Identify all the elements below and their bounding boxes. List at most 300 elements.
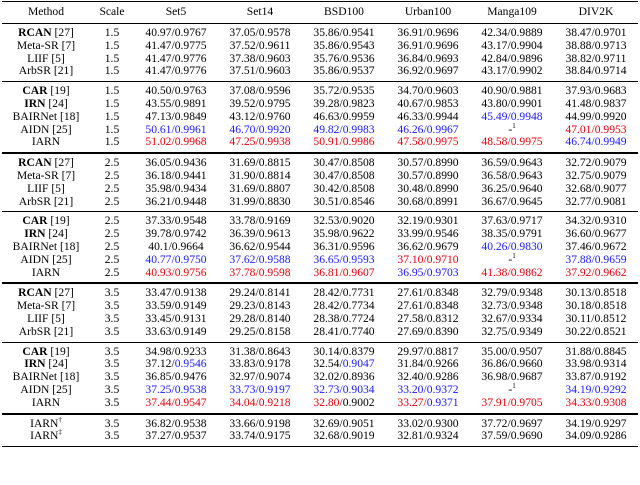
score-cell-urban100 (386, 326, 470, 342)
score-value: 31.38/0.8643 (229, 344, 291, 358)
score-value: 40.1/0.9664 (148, 239, 204, 253)
score-value: 36.21/0.9448 (145, 194, 207, 208)
method-name: IRN (24, 357, 46, 371)
score-value: 32.68/0.9077 (565, 181, 627, 195)
score-value: 36.39/0.9613 (229, 227, 291, 241)
score-cell-set14 (218, 65, 302, 81)
row-group (2, 24, 638, 82)
method-cell (2, 136, 90, 153)
score-value: 43.55/0.9891 (145, 96, 207, 110)
score-value: 34.09/0.9286 (565, 429, 627, 443)
score-value: 35.86/0.9541 (313, 26, 375, 39)
score-cell-set5 (134, 24, 218, 40)
score-value: 50.91/0.9986 (313, 135, 375, 149)
scale-cell: 2.5 (104, 181, 120, 195)
score-cell-manga109 (470, 283, 554, 300)
score-value: 33.45/0.9131 (145, 311, 207, 325)
method-name: IRN (24, 227, 46, 241)
score-value: 40.93/0.9756 (145, 265, 207, 279)
score-value: 30.13/0.8518 (565, 286, 627, 300)
method-superscript: ‡ (58, 428, 62, 437)
method-name: LIIF (27, 311, 49, 325)
score-value: 32.81/0.9324 (397, 429, 459, 443)
score-value: 34.70/0.9603 (397, 84, 459, 98)
score-cell-set5 (134, 82, 218, 98)
score-value: 47.13/0.9849 (145, 109, 207, 123)
score-value: 43.80/0.9901 (481, 96, 543, 110)
score-value: 40.67/0.9853 (397, 96, 459, 110)
score-cell-manga109 (470, 342, 554, 358)
score-value: 28.41/0.7740 (313, 324, 375, 338)
score-value: 37.25/0.9538 (145, 382, 207, 396)
score-cell-urban100 (386, 153, 470, 170)
score-value: 36.05/0.9436 (145, 156, 207, 170)
score-value: 45.49/0.9948 (481, 109, 543, 123)
score-value: 38.84/0.9714 (565, 64, 627, 78)
scale-cell: 1.5 (104, 51, 120, 65)
method-superscript: † (58, 415, 62, 424)
footnote-marker: 1 (512, 251, 516, 260)
scale-cell: 1.5 (104, 84, 120, 98)
score-value: 36.65/0.9593 (313, 252, 375, 266)
scale-cell: 2.5 (104, 194, 120, 208)
method-name: IARN (31, 265, 61, 279)
score-value: 32.19/0.9301 (397, 214, 459, 228)
method-name: ArbSR (18, 64, 51, 78)
score-cell-set5 (134, 397, 218, 414)
method-reference: [21] (51, 324, 74, 338)
method-reference: [25] (49, 252, 72, 266)
method-name: RCAN (18, 286, 52, 300)
score-value: 27.61/0.8348 (397, 286, 459, 300)
scale-cell: 2.5 (104, 252, 120, 266)
score-value: 33.63/0.9149 (145, 324, 207, 338)
score-value: 40.90/0.9881 (481, 84, 543, 98)
score-value-ssim: 0.9002 (342, 395, 375, 409)
score-value: 47.58/0.9975 (397, 135, 459, 149)
scale-cell: 3.5 (104, 370, 120, 384)
score-cell-bsd100 (302, 196, 386, 212)
score-value: 27.69/0.8390 (397, 324, 459, 338)
score-value: 48.58/0.9975 (481, 135, 543, 149)
row-group (2, 212, 638, 283)
score-value: 40.50/0.9763 (145, 84, 207, 98)
score-value-ssim: 0.9371 (426, 395, 459, 409)
score-value: 35.72/0.9535 (313, 84, 375, 98)
table-row (2, 414, 638, 431)
score-value: 42.84/0.9896 (481, 51, 543, 65)
scale-cell: 3.5 (104, 324, 120, 338)
score-value: 51.02/0.9968 (145, 135, 207, 149)
score-cell-bsd100 (302, 267, 386, 284)
method-name: IARN (30, 416, 59, 430)
score-cell-set5 (134, 65, 218, 81)
score-cell-urban100 (386, 283, 470, 300)
column-header-set5: Set5 (165, 5, 187, 19)
score-value: 33.73/0.9197 (229, 382, 291, 396)
score-value: 47.25/0.9938 (229, 135, 291, 149)
score-cell-bsd100 (302, 136, 386, 153)
score-value: 37.10/0.9710 (397, 252, 459, 266)
method-name: IRN (24, 96, 46, 110)
score-value: 33.47/0.9138 (145, 286, 207, 300)
scale-cell: 1.5 (104, 135, 120, 149)
score-value: 37.91/0.9705 (481, 395, 543, 409)
column-header-urban100: Urban100 (404, 5, 452, 19)
score-cell-set5 (134, 196, 218, 212)
score-value: 46.26/0.9967 (397, 122, 459, 136)
score-cell-div2k (554, 283, 638, 300)
score-value: 29.97/0.8817 (397, 344, 459, 358)
score-cell-urban100 (386, 414, 470, 431)
method-cell (2, 267, 90, 284)
method-name: Meta-SR (16, 168, 59, 182)
column-header-method: Method (27, 5, 65, 19)
table-row (2, 342, 638, 358)
score-value: 27.58/0.8312 (397, 311, 459, 325)
score-value: 32.73/0.9348 (481, 299, 543, 313)
table-row (2, 430, 638, 446)
method-name: IARN (30, 429, 59, 443)
method-name: CAR (22, 214, 48, 228)
table-row (2, 283, 638, 300)
score-cell-urban100 (386, 267, 470, 284)
score-value: 35.00/0.9507 (481, 344, 543, 358)
score-cell-div2k (554, 136, 638, 153)
score-value: 37.52/0.9611 (229, 38, 291, 52)
score-value: 37.38/0.9603 (229, 51, 291, 65)
score-value: 36.92/0.9697 (397, 64, 459, 78)
score-value: 33.74/0.9175 (229, 429, 291, 443)
score-cell-set14 (218, 196, 302, 212)
score-value: 32.79/0.9348 (481, 286, 543, 300)
score-cell-bsd100 (302, 430, 386, 446)
score-cell-manga109 (470, 136, 554, 153)
score-value: 36.91/0.9696 (397, 26, 459, 39)
score-value: 28.42/0.7734 (313, 299, 375, 313)
score-cell-urban100 (386, 24, 470, 40)
method-cell (2, 430, 90, 446)
score-value: 40.97/0.9767 (145, 26, 207, 39)
method-reference: [27] (51, 286, 74, 300)
score-value: 28.42/0.7731 (313, 286, 375, 300)
score-value: 34.33/0.9308 (565, 395, 627, 409)
row-group (2, 342, 638, 413)
scale-cell: 3.5 (104, 299, 120, 313)
scale-cell: 3.5 (104, 286, 120, 300)
score-value: 34.19/0.9292 (565, 382, 627, 396)
score-value: 30.47/0.8508 (313, 168, 375, 182)
score-value: 39.52/0.9795 (229, 96, 291, 110)
score-value: 33.99/0.9546 (397, 227, 459, 241)
score-value: 30.14/0.8379 (313, 344, 375, 358)
row-group (2, 82, 638, 153)
score-value: 31.99/0.8830 (229, 194, 291, 208)
score-value-ssim: 0.9546 (174, 357, 207, 371)
score-value: 41.38/0.9862 (481, 265, 543, 279)
score-value: 30.11/0.8512 (565, 311, 627, 325)
table-row (2, 65, 638, 81)
method-name: RCAN (18, 26, 52, 39)
score-value: 31.69/0.8815 (229, 156, 291, 170)
score-value: 32.73/0.9034 (313, 382, 375, 396)
score-cell-urban100 (386, 136, 470, 153)
score-value: 33.66/0.9198 (229, 416, 291, 430)
score-cell-div2k (554, 82, 638, 98)
score-cell-set5 (134, 430, 218, 446)
score-cell-bsd100 (302, 326, 386, 342)
score-value: 39.78/0.9742 (145, 227, 207, 241)
method-reference: [7] (58, 168, 76, 182)
score-value: 33.87/0.9192 (565, 370, 627, 384)
footnote-marker: 1 (512, 382, 516, 391)
method-reference: [19] (47, 344, 70, 358)
scale-cell: 2.5 (104, 227, 120, 241)
method-cell (2, 283, 90, 300)
method-cell (2, 24, 90, 40)
method-reference: [18] (57, 239, 80, 253)
score-value: 33.78/0.9169 (229, 214, 291, 228)
score-cell-manga109 (470, 82, 554, 98)
score-value: 37.46/0.9672 (565, 239, 627, 253)
score-value: 38.88/0.9713 (565, 38, 627, 52)
score-value: 36.85/0.9476 (145, 370, 207, 384)
scale-cell: 1.5 (104, 109, 120, 123)
score-cell-urban100 (386, 430, 470, 446)
score-value: 35.98/0.9434 (145, 181, 207, 195)
header-row (2, 2, 638, 24)
score-value: 40.77/0.9750 (145, 252, 207, 266)
method-name: Meta-SR (16, 38, 59, 52)
method-reference: [5] (48, 181, 65, 195)
column-header-div2k: DIV2K (578, 5, 614, 19)
score-value: 30.22/0.8521 (565, 324, 627, 338)
score-value: 37.51/0.9603 (229, 64, 291, 78)
method-name: AIDN (20, 382, 50, 396)
scale-cell: 1.5 (104, 26, 120, 39)
score-value: 29.23/0.8143 (229, 299, 291, 313)
score-value: 41.47/0.9776 (145, 64, 207, 78)
method-name: IARN (31, 395, 61, 409)
score-value: 30.68/0.8991 (397, 194, 459, 208)
score-cell-set5 (134, 153, 218, 170)
score-value: 36.95/0.9703 (397, 265, 459, 279)
table-row (2, 326, 638, 342)
table-row (2, 153, 638, 170)
table-row (2, 196, 638, 212)
score-value: 36.62/0.9544 (229, 239, 291, 253)
scale-cell: 2.5 (104, 239, 120, 253)
score-value: 33.27/ (397, 395, 427, 409)
column-header-set14: Set14 (246, 5, 274, 19)
score-value: 29.28/0.8140 (229, 311, 291, 325)
score-value: 29.25/0.8158 (229, 324, 291, 338)
score-value: 36.84/0.9693 (397, 51, 459, 65)
score-cell-set5 (134, 267, 218, 284)
score-cell-set14 (218, 414, 302, 431)
score-cell-manga109 (470, 24, 554, 40)
score-cell-div2k (554, 342, 638, 358)
score-cell-manga109 (470, 326, 554, 342)
score-cell-urban100 (386, 212, 470, 228)
score-cell-urban100 (386, 65, 470, 81)
score-value: 27.61/0.8348 (397, 299, 459, 313)
score-cell-manga109 (470, 267, 554, 284)
method-reference: [24] (45, 227, 68, 241)
method-reference: [25] (49, 122, 72, 136)
method-reference: [21] (51, 64, 74, 78)
table-row (2, 397, 638, 414)
method-name: AIDN (20, 252, 50, 266)
method-name: BAIRNet (12, 239, 58, 253)
score-value: 32.67/0.9334 (481, 311, 543, 325)
score-value: 37.92/0.9662 (565, 265, 627, 279)
method-cell (2, 397, 90, 414)
table-row (2, 267, 638, 284)
score-value: 46.33/0.9944 (397, 109, 459, 123)
score-value: 43.17/0.9904 (481, 38, 543, 52)
method-name: CAR (22, 344, 48, 358)
scale-cell: 1.5 (104, 122, 120, 136)
score-value: 36.58/0.9643 (481, 168, 543, 182)
score-value: 40.26/0.9830 (481, 239, 543, 253)
score-cell-set14 (218, 267, 302, 284)
results-table (2, 1, 638, 447)
score-value: 37.05/0.9578 (229, 26, 291, 39)
method-reference: [18] (57, 370, 80, 384)
score-value: 32.97/0.9074 (229, 370, 291, 384)
method-reference: [7] (58, 299, 76, 313)
score-value: 35.86/0.9543 (313, 38, 375, 52)
scale-cell: 1.5 (104, 96, 120, 110)
score-value: 31.90/0.8814 (229, 168, 291, 182)
method-reference: [27] (51, 156, 74, 170)
column-header-manga109: Manga109 (487, 5, 537, 19)
method-reference: [5] (48, 51, 65, 65)
method-cell (2, 82, 90, 98)
table-header (2, 2, 638, 24)
score-cell-set5 (134, 212, 218, 228)
score-value: 50.61/0.9961 (145, 122, 207, 136)
scale-cell: 3.5 (104, 344, 120, 358)
score-value: 33.83/0.9178 (229, 357, 291, 371)
score-cell-bsd100 (302, 283, 386, 300)
method-cell (2, 65, 90, 81)
table-row (2, 136, 638, 153)
score-cell-urban100 (386, 82, 470, 98)
score-value: 37.78/0.9598 (229, 265, 291, 279)
score-value: 32.80/ (313, 395, 343, 409)
score-value: 30.42/0.8508 (313, 181, 375, 195)
score-value: 49.82/0.9983 (313, 122, 375, 136)
score-value: 34.98/0.9233 (145, 344, 207, 358)
score-value: 36.86/0.9660 (481, 357, 543, 371)
score-cell-bsd100 (302, 82, 386, 98)
method-reference: [21] (51, 194, 74, 208)
scale-cell: 3.5 (104, 382, 120, 396)
score-cell-set5 (134, 342, 218, 358)
score-cell-div2k (554, 397, 638, 414)
score-value: 41.47/0.9775 (145, 38, 207, 52)
score-value: 33.20/0.9372 (397, 382, 459, 396)
score-value: 32.02/0.8936 (313, 370, 375, 384)
scale-cell: 2.5 (104, 156, 120, 170)
method-name: ArbSR (18, 194, 51, 208)
score-cell-div2k (554, 153, 638, 170)
score-cell-div2k (554, 414, 638, 431)
method-reference: [25] (49, 382, 72, 396)
score-cell-set14 (218, 283, 302, 300)
score-value: 32.53/0.9020 (313, 214, 375, 228)
score-value: - (508, 252, 513, 266)
score-value: 30.47/0.8508 (313, 156, 375, 170)
score-cell-set14 (218, 326, 302, 342)
score-value: 35.76/0.9536 (313, 51, 375, 65)
row-group (2, 414, 638, 447)
score-cell-div2k (554, 196, 638, 212)
score-value: 37.88/0.9659 (565, 252, 627, 266)
score-value: 46.74/0.9949 (565, 135, 627, 149)
method-cell (2, 414, 90, 431)
score-cell-bsd100 (302, 414, 386, 431)
score-value: 46.70/0.9920 (229, 122, 291, 136)
score-value: 33.59/0.9149 (145, 299, 207, 313)
footnote-marker: 1 (512, 121, 516, 130)
scale-cell: 1.5 (104, 64, 120, 78)
score-value: 32.75/0.9349 (481, 324, 543, 338)
scale-cell: 3.5 (104, 357, 120, 371)
method-reference: [24] (45, 357, 68, 371)
method-reference: [19] (47, 214, 70, 228)
score-cell-div2k (554, 326, 638, 342)
method-name: ArbSR (18, 324, 51, 338)
score-value: 38.47/0.9701 (565, 26, 627, 39)
score-value: 30.57/0.8990 (397, 156, 459, 170)
column-header-bsd100: BSD100 (324, 5, 364, 19)
scale-cell: 3.5 (104, 429, 120, 443)
score-value: 36.60/0.9677 (565, 227, 627, 241)
score-value: 41.47/0.9776 (145, 51, 207, 65)
score-cell-bsd100 (302, 342, 386, 358)
score-cell-manga109 (470, 397, 554, 414)
score-cell-set5 (134, 414, 218, 431)
method-name: IARN (31, 135, 61, 149)
method-name: AIDN (20, 122, 50, 136)
score-value: 30.48/0.8990 (397, 181, 459, 195)
method-name: Meta-SR (16, 299, 59, 313)
score-value: 31.88/0.8845 (565, 344, 627, 358)
score-value: 37.27/0.9537 (145, 429, 207, 443)
row-group (2, 153, 638, 212)
score-value: 37.93/0.9683 (565, 84, 627, 98)
method-cell (2, 196, 90, 212)
score-value: 37.12/ (145, 357, 175, 371)
score-cell-manga109 (470, 196, 554, 212)
score-value: 29.24/0.8141 (229, 286, 291, 300)
score-value: - (508, 382, 513, 396)
table-row (2, 212, 638, 228)
score-cell-set5 (134, 283, 218, 300)
score-value: 32.40/0.9286 (397, 370, 459, 384)
method-name: BAIRNet (12, 109, 58, 123)
score-value: 37.62/0.9588 (229, 252, 291, 266)
scale-cell: 3.5 (104, 395, 120, 409)
score-value: 33.02/0.9300 (397, 416, 459, 430)
score-cell-manga109 (470, 212, 554, 228)
score-value: 31.84/0.9266 (397, 357, 459, 371)
score-value: 32.68/0.9019 (313, 429, 375, 443)
score-value: 30.18/0.8518 (565, 299, 627, 313)
